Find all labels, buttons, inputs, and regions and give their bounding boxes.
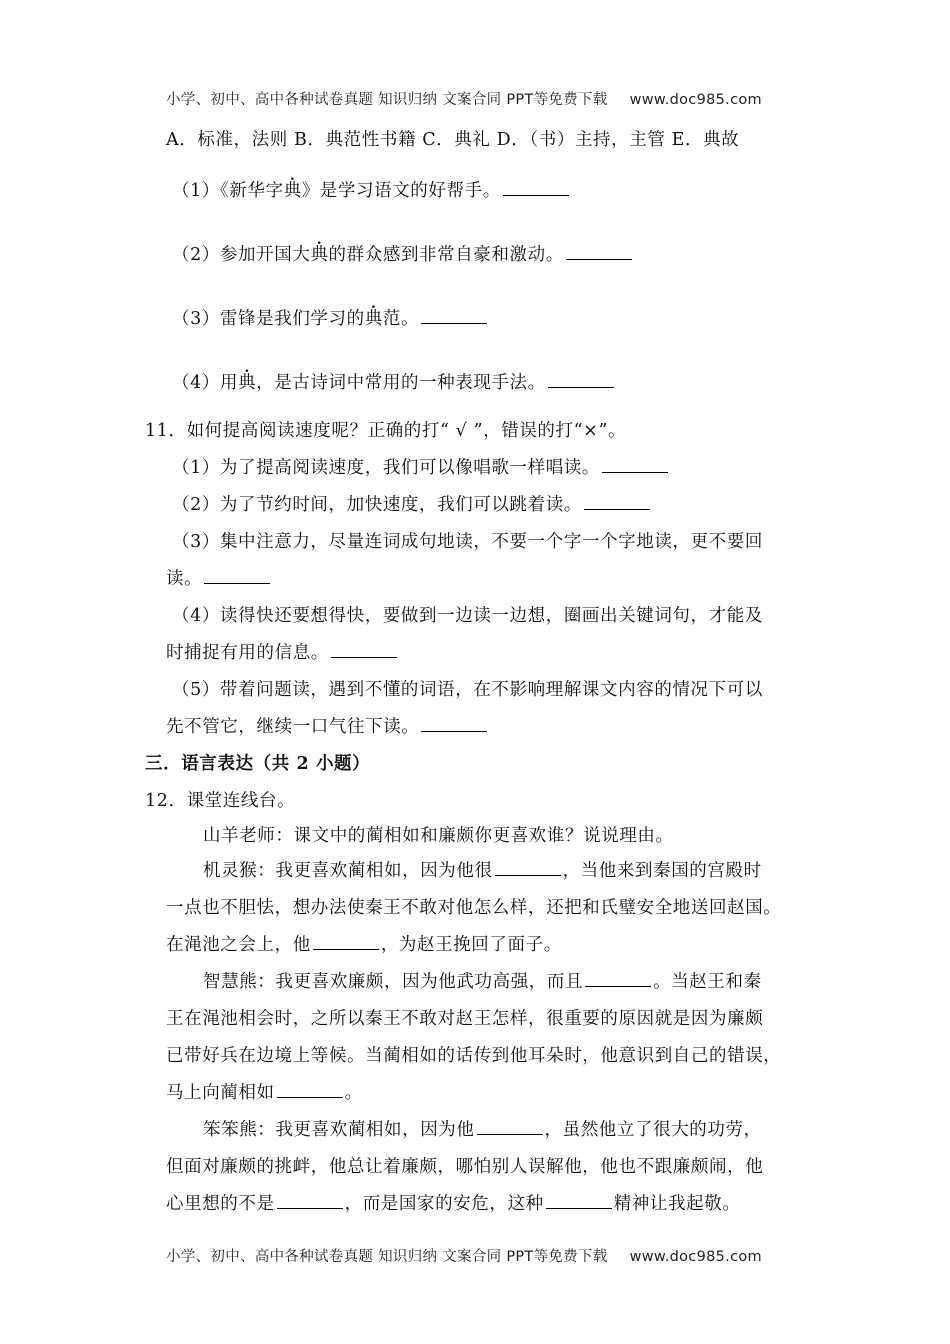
q12-monkey-line-1: 机灵猴：我更喜欢蔺相如，因为他很 ，当他来到秦国的宫殿时	[203, 861, 762, 881]
answer-blank[interactable]	[421, 715, 487, 732]
answer-blank[interactable]	[421, 307, 487, 324]
q11-item-5b: 先不管它，继续一口气往下读。	[166, 713, 489, 738]
answer-blank[interactable]	[602, 456, 668, 473]
q12-goat-teacher: 山羊老师：课文中的蔺相如和廉颇你更喜欢谁？说说理由。	[203, 826, 674, 846]
answer-blank[interactable]	[566, 243, 632, 260]
q11-item-3b: 读。	[166, 565, 272, 590]
answer-blank[interactable]	[313, 933, 379, 950]
answer-blank[interactable]	[204, 567, 270, 584]
answer-blank[interactable]	[584, 493, 650, 510]
q10-item-1: （1）《新华字典》是学习语文的好帮手。	[172, 177, 571, 202]
page-footer	[166, 1245, 762, 1266]
answer-blank[interactable]	[331, 641, 397, 658]
q11-title: 11．如何提高阅读速度呢？正确的打“ √ ”，错误的打“×”。	[145, 421, 627, 441]
q11-item-4b: 时捕捉有用的信息。	[166, 639, 399, 664]
emphasis-dot-char: 典	[310, 245, 329, 265]
q12-dumb-bear-line-1: 笨笨熊：我更喜欢蔺相如，因为他 ，虽然他立了很大的功劳，	[203, 1120, 762, 1140]
page-header	[166, 88, 762, 109]
answer-blank[interactable]	[277, 1081, 343, 1098]
q11-item-2: （2）为了节约时间，加快速度，我们可以跳着读。	[172, 491, 652, 516]
answer-blank[interactable]	[477, 1118, 543, 1135]
footer-text: 小学、初中、高中各种试卷真题 知识归纳 文案合同 PPT等免费下载	[166, 1249, 608, 1265]
q10-options: A．标准，法则 B．典范性书籍 C．典礼 D．（书）主持，主管 E．典故	[166, 130, 740, 150]
emphasis-dot-char: 典	[283, 181, 302, 201]
emphasis-dot-char: 典	[238, 373, 257, 393]
q11-item-5a: （5）带着问题读，遇到不懂的词语，在不影响理解课文内容的情况下可以	[172, 680, 763, 700]
q11-item-1: （1）为了提高阅读速度，我们可以像唱歌一样唱读。	[172, 454, 670, 479]
answer-blank[interactable]	[277, 1192, 343, 1209]
q12-dumb-bear-line-2: 但面对廉颇的挑衅，他总让着廉颇，哪怕别人误解他，他也不跟廉颇闹，他	[166, 1157, 764, 1177]
q10-item-2: （2）参加开国大典的群众感到非常自豪和激动。	[172, 241, 634, 266]
q12-monkey-line-2: 一点也不胆怯，想办法使秦王不敢对他怎么样，还把和氏璧安全地送回赵国。	[166, 898, 782, 918]
section-3-title: 三．语言表达（共 2 小题）	[145, 754, 371, 774]
q11-item-4a: （4）读得快还要想得快，要做到一边读一边想，圈画出关键词句，才能及	[172, 606, 763, 626]
q12-bear-line-1: 智慧熊：我更喜欢廉颇，因为他武功高强，而且 。当赵王和秦	[203, 972, 762, 992]
q12-bear-line-2: 王在渑池相会时，之所以秦王不敢对赵王怎样，很重要的原因就是因为廉颇	[166, 1009, 764, 1029]
q11-item-3a: （3）集中注意力，尽量连词成句地读，不要一个字一个字地读，更不要回	[172, 532, 763, 552]
q12-monkey-line-3: 在渑池之会上，他 ，为赵王挽回了面子。	[166, 935, 562, 955]
answer-blank[interactable]	[585, 970, 651, 987]
answer-blank[interactable]	[546, 1192, 612, 1209]
answer-blank[interactable]	[503, 179, 569, 196]
footer-url[interactable]: www.doc985.com	[629, 1249, 762, 1265]
q12-bear-line-4: 马上向蔺相如 。	[166, 1083, 363, 1103]
q12-dumb-bear-line-3: 心里想的不是 ，而是国家的安危，这种 精神让我起敬。	[166, 1194, 741, 1214]
header-url[interactable]: www.doc985.com	[629, 92, 762, 108]
header-text: 小学、初中、高中各种试卷真题 知识归纳 文案合同 PPT等免费下载	[166, 92, 608, 108]
q10-item-4: （4）用典，是古诗词中常用的一种表现手法。	[172, 369, 616, 394]
q12-title: 12．课堂连线台。	[145, 791, 296, 811]
emphasis-dot-char: 典	[364, 309, 383, 329]
q12-bear-line-3: 已带好兵在边境上等候。当蔺相如的话传到他耳朵时，他意识到自己的错误，	[166, 1046, 782, 1066]
answer-blank[interactable]	[495, 859, 561, 876]
answer-blank[interactable]	[548, 371, 614, 388]
q10-item-3: （3）雷锋是我们学习的典范。	[172, 305, 489, 330]
